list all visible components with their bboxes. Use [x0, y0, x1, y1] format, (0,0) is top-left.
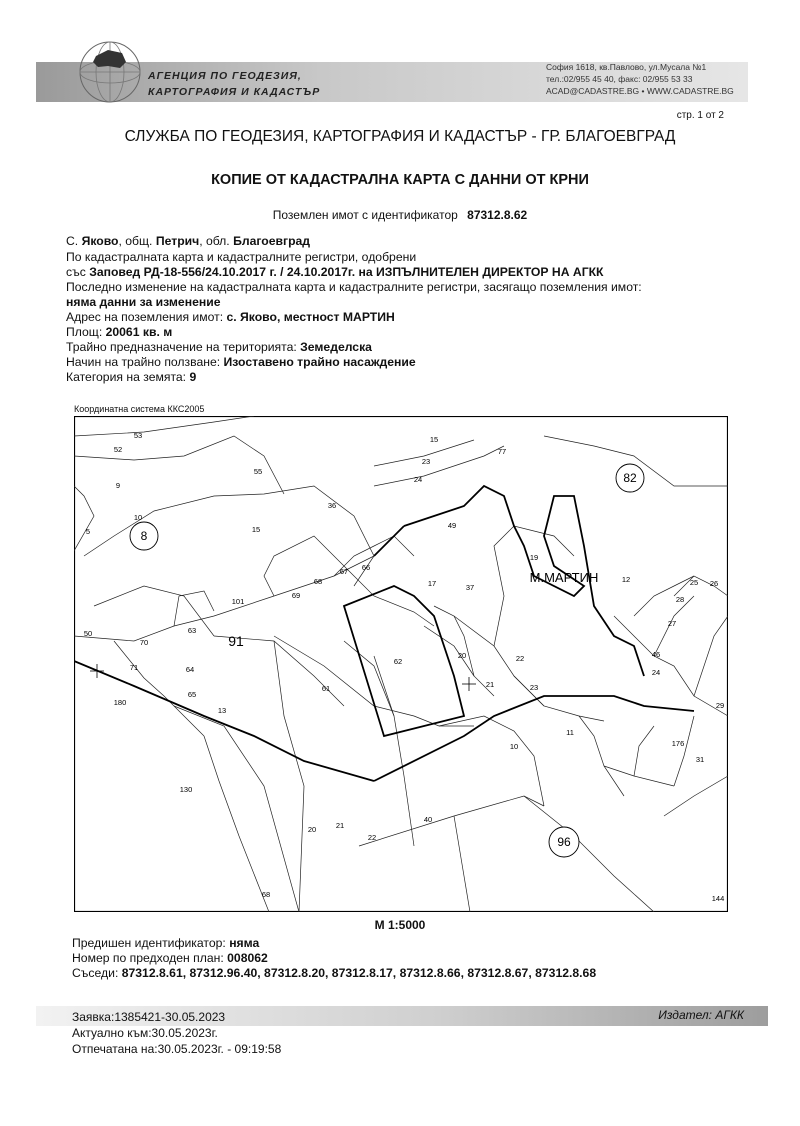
identifier-label: Поземлен имот с идентификатор: [272, 208, 458, 222]
parcel-number-label: 36: [327, 501, 337, 510]
agency-name-line1: АГЕНЦИЯ ПО ГЕОДЕЗИЯ,: [148, 70, 302, 82]
printed-date: Отпечатана на:30.05.2023г. - 09:19:58: [72, 1042, 282, 1056]
category-label: Категория на земята:: [66, 370, 190, 384]
parcel-number-label: 55: [253, 467, 263, 476]
area-line: [66, 325, 172, 339]
region-prefix: , обл.: [199, 234, 234, 248]
purpose-line: [66, 340, 372, 354]
parcel-number-label: 37: [465, 583, 475, 592]
neighbors-line: [72, 966, 596, 980]
previous-plan-line: [72, 951, 268, 965]
parcel-number-label: 61: [321, 684, 331, 693]
parcel-number-label: 52: [113, 445, 123, 454]
parcel-number-label: 15: [429, 435, 439, 444]
parcel-number-label: 50: [83, 629, 93, 638]
identifier-line: [0, 208, 800, 222]
neighbors-label: Съседи:: [72, 966, 122, 980]
parcel-number-label: 20: [457, 651, 467, 660]
parcel-number-label: 27: [667, 619, 677, 628]
parcel-number-label: 65: [187, 690, 197, 699]
parcel-number-label: 31: [695, 755, 705, 764]
parcel-number-label: 12: [621, 575, 631, 584]
parcel-number-label: 17: [427, 579, 437, 588]
address-value: с. Яково, местност МАРТИН: [226, 310, 395, 324]
previous-identifier-line: [72, 936, 259, 950]
parcel-number-label: 62: [393, 657, 403, 666]
parcel-number-label: 20: [307, 825, 317, 834]
parcel-number-label: 13: [217, 706, 227, 715]
order-prefix: със: [66, 265, 90, 279]
circled-number-91: 91: [228, 633, 244, 649]
circled-number-82: 82: [623, 471, 637, 485]
parcel-number-label: 28: [675, 595, 685, 604]
region: Благоевград: [233, 234, 311, 248]
previous-identifier-label: Предишен идентификатор:: [72, 936, 230, 950]
parcel-number-label: 11: [566, 728, 574, 737]
address-line: [66, 310, 395, 324]
last-change-value: няма данни за изменение: [66, 295, 221, 309]
previous-identifier-value: няма: [229, 936, 260, 950]
parcel-number-label: 15: [251, 525, 261, 534]
order-value: Заповед РД-18-556/24.10.2017 г. / 24.10.2017г. на ИЗПЪЛНИТЕЛЕН ДИРЕКТОР НА АГКК: [89, 265, 604, 279]
location-line: [66, 234, 310, 248]
parcel-number-label: 67: [339, 567, 349, 576]
parcel-number-label: 66: [361, 563, 371, 572]
page-number: стр. 1 от 2: [676, 110, 724, 121]
circled-number-96: 96: [557, 835, 571, 849]
agency-globe-logo: [74, 36, 146, 108]
parcel-number-label: 29: [715, 701, 725, 710]
municipality: Петрич: [155, 234, 200, 248]
cadastral-map: [74, 416, 728, 912]
parcel-number-label: 63: [187, 626, 197, 635]
parcel-number-label: 180: [113, 698, 127, 707]
agency-name-line2: КАРТОГРАФИЯ И КАДАСТЪР: [148, 86, 321, 98]
parcel-number-label: 68: [261, 890, 271, 899]
parcel-number-label: 19: [529, 553, 539, 562]
parcel-number-label: 64: [185, 665, 195, 674]
parcel-number-label: 24: [413, 475, 423, 484]
identifier-value: 87312.8.62: [467, 208, 528, 222]
settlement-prefix: С.: [66, 234, 82, 248]
parcel-number-label: 9: [115, 481, 121, 490]
contact-address: София 1618, кв.Павлово, ул.Мусала №1: [546, 62, 707, 72]
parcel-number-label: 144: [711, 894, 725, 903]
neighbors-value: 87312.8.61, 87312.96.40, 87312.8.20, 87312.8.17, 87312.8.66, 87312.8.67, 87312.8.68: [121, 966, 597, 980]
usage-value: Изоставено трайно насаждение: [223, 355, 416, 369]
parcel-number-label: 130: [179, 785, 193, 794]
settlement: Яково: [81, 234, 119, 248]
address-label: Адрес на поземления имот:: [66, 310, 227, 324]
parcel-number-label: 69: [291, 591, 301, 600]
purpose-value: Земеделска: [300, 340, 372, 354]
municipality-prefix: , общ.: [118, 234, 156, 248]
parcel-number-label: 5: [85, 527, 91, 536]
circled-number-8: 8: [140, 529, 148, 543]
previous-plan-label: Номер по предходен план:: [72, 951, 228, 965]
parcel-number-label: 53: [133, 431, 143, 440]
order-line: [66, 265, 604, 279]
parcel-number-label: 70: [139, 638, 149, 647]
contact-phone: тел.:02/955 45 40, факс: 02/955 53 33: [546, 74, 693, 84]
service-title: СЛУЖБА ПО ГЕОДЕЗИЯ, КАРТОГРАФИЯ И КАДАСТЪР - ГР. БЛАГОЕВГРАД: [124, 128, 676, 145]
map-scale: М 1:5000: [374, 918, 426, 932]
parcel-number-label: 21: [485, 680, 495, 689]
parcel-number-label: 49: [447, 521, 457, 530]
actual-date: Актуално към:30.05.2023г.: [72, 1026, 218, 1040]
parcel-number-label: 68: [313, 577, 323, 586]
parcel-number-label: 23: [421, 457, 431, 466]
approved-line: По кадастралната карта и кадастралните регистри, одобрени: [66, 250, 417, 264]
coordinate-system-label: Координатна система ККС2005: [74, 404, 205, 414]
area-label: Площ:: [66, 325, 106, 339]
last-change-label: Последно изменение на кадастралната карта и кадастралните регистри, засягащо поземления имот:: [66, 280, 642, 294]
parcel-number-label: 22: [515, 654, 525, 663]
parcel-number-label: 10: [133, 513, 143, 522]
parcel-number-label: 176: [671, 739, 685, 748]
locality-label: М.МАРТИН: [529, 570, 599, 585]
previous-plan-value: 008062: [227, 951, 268, 965]
area-value: 20061 кв. м: [105, 325, 173, 339]
parcel-number-label: 23: [529, 683, 539, 692]
parcel-number-label: 46: [651, 650, 661, 659]
parcel-number-label: 40: [423, 815, 433, 824]
document-title: КОПИЕ ОТ КАДАСТРАЛНА КАРТА С ДАННИ ОТ КРНИ: [211, 172, 589, 188]
parcel-number-label: 77: [497, 447, 507, 456]
parcel-number-label: 24: [651, 668, 661, 677]
parcel-number-label: 71: [129, 663, 139, 672]
category-value: 9: [189, 370, 197, 384]
category-line: [66, 370, 196, 384]
parcel-number-label: 25: [689, 578, 699, 587]
parcel-number-label: 21: [335, 821, 345, 830]
purpose-label: Трайно предназначение на територията:: [66, 340, 301, 354]
request-number: Заявка:1385421-30.05.2023: [72, 1010, 226, 1024]
parcel-number-label: 26: [709, 579, 719, 588]
usage-label: Начин на трайно ползване:: [66, 355, 224, 369]
usage-line: [66, 355, 416, 369]
parcel-number-label: 101: [231, 597, 245, 606]
parcel-number-label: 10: [509, 742, 519, 751]
parcel-number-label: 22: [367, 833, 377, 842]
contact-web: ACAD@CADASTRE.BG • WWW.CADASTRE.BG: [546, 86, 734, 96]
publisher: Издател: АГКК: [658, 1008, 744, 1022]
